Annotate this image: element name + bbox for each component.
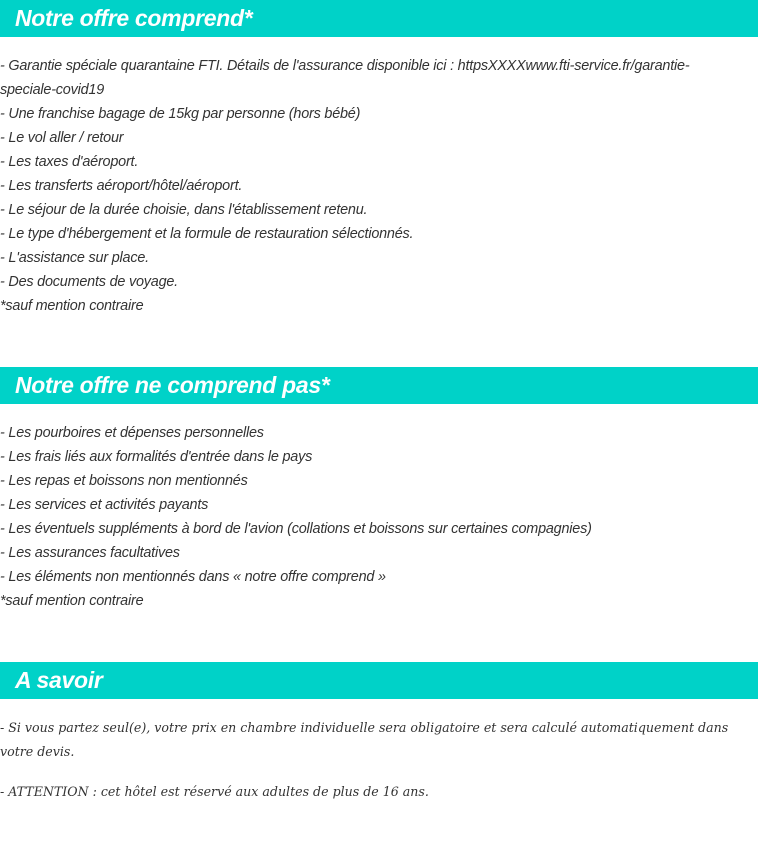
info-block: [0, 716, 740, 804]
excluded-list: [0, 421, 740, 613]
included-item-assistance: - L'assistance sur place.: [0, 250, 149, 266]
info-single-room-note: - Si vous partez seul(e), votre prix en chambre individuelle sera obligatoire et sera calculé automatiquement dans votre devis.: [0, 720, 729, 759]
included-footnote: *sauf mention contraire: [0, 298, 144, 314]
info-section-title: A savoir: [0, 662, 758, 699]
excluded-item-insurances: - Les assurances facultatives: [0, 545, 180, 561]
included-item-taxes: - Les taxes d'aéroport.: [0, 154, 139, 170]
included-item-insurance: - Garantie spéciale quarantaine FTI. Détails de l'assurance disponible ici : httpsXXXXwww.fti-service.fr/garantie-speciale-covid19: [0, 58, 690, 98]
excluded-footnote: *sauf mention contraire: [0, 593, 144, 609]
info-adults-only-note: - ATTENTION : cet hôtel est réservé aux adultes de plus de 16 ans.: [0, 784, 429, 799]
included-item-documents: - Des documents de voyage.: [0, 274, 178, 290]
excluded-item-meals: - Les repas et boissons non mentionnés: [0, 473, 248, 489]
included-item-transfers: - Les transferts aéroport/hôtel/aéroport.: [0, 178, 243, 194]
included-item-board: - Le type d'hébergement et la formule de restauration sélectionnés.: [0, 226, 414, 242]
excluded-item-onboard-extras: - Les éventuels suppléments à bord de l'avion (collations et boissons sur certaines compagnies): [0, 521, 592, 537]
included-item-flight: - Le vol aller / retour: [0, 130, 124, 146]
included-item-stay: - Le séjour de la durée choisie, dans l'établissement retenu.: [0, 202, 368, 218]
excluded-item-entry-fees: - Les frais liés aux formalités d'entrée dans le pays: [0, 449, 313, 465]
excluded-item-unlisted: - Les éléments non mentionnés dans « notre offre comprend »: [0, 569, 386, 585]
excluded-item-tips: - Les pourboires et dépenses personnelles: [0, 425, 264, 441]
included-item-baggage: - Une franchise bagage de 15kg par personne (hors bébé): [0, 106, 361, 122]
excluded-section-title: Notre offre ne comprend pas*: [0, 367, 758, 404]
excluded-item-paid-services: - Les services et activités payants: [0, 497, 209, 513]
included-list: [0, 54, 740, 318]
included-section-title: Notre offre comprend*: [0, 0, 758, 37]
